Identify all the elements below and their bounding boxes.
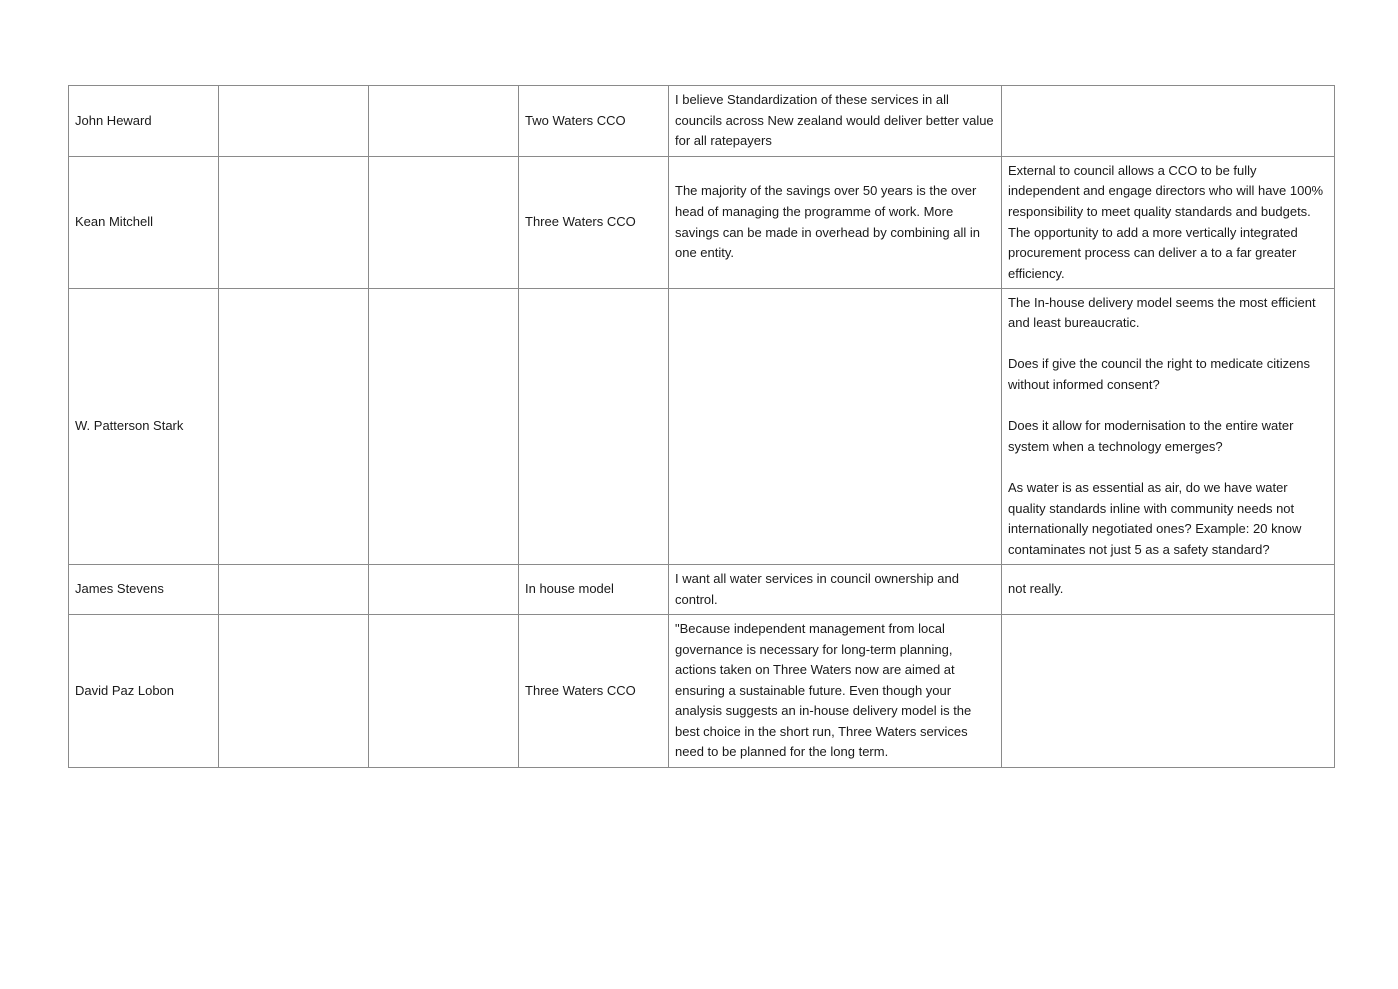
empty-cell	[219, 86, 369, 157]
comment-paragraph: The In-house delivery model seems the most efficient and least bureaucratic.	[1008, 294, 1316, 331]
preferred-option-cell: In house model	[519, 565, 669, 615]
empty-cell	[219, 157, 369, 289]
table-row	[69, 289, 1335, 565]
comments-cell	[1002, 615, 1335, 768]
comments-cell	[1002, 157, 1335, 289]
submitter-name-cell: Kean Mitchell	[69, 157, 219, 289]
empty-cell	[369, 615, 519, 768]
submitter-name-cell: James Stevens	[69, 565, 219, 615]
preferred-option-cell: Two Waters CCO	[519, 86, 669, 157]
empty-cell	[219, 289, 369, 565]
comment-paragraph: Does it allow for modernisation to the entire water system when a technology emerges?	[1008, 418, 1294, 454]
reason-cell: "Because independent management from local governance is necessary for long-term planning, actions taken on Three Waters now are aimed at ensuring a sustainable future. Even though your analysis suggests an in-house delivery model is the best choice in the short run, Three Waters services need to be planned for the long term.	[669, 615, 1002, 768]
comments-cell	[1002, 86, 1335, 157]
table-row	[69, 157, 1335, 289]
preferred-option-cell: Three Waters CCO	[519, 615, 669, 768]
table-row	[69, 86, 1335, 157]
preferred-option-cell	[519, 289, 669, 565]
reason-cell	[669, 289, 1002, 565]
comment-paragraph: Does if give the council the right to medicate citizens without informed consent?	[1008, 356, 1311, 393]
empty-cell	[219, 615, 369, 768]
reason-cell: The majority of the savings over 50 years is the over head of managing the programme of work. More savings can be made in overhead by combining all in one entity.	[669, 157, 1002, 289]
empty-cell	[369, 289, 519, 565]
comment-paragraph: As water is as essential as air, do we have water quality standards inline with community needs not internationally negotiated ones? Example: 20 know contaminates not just 5 as a safety standard?	[1008, 479, 1302, 557]
empty-cell	[369, 86, 519, 157]
submitter-name-cell: David Paz Lobon	[69, 615, 219, 768]
empty-cell	[369, 565, 519, 615]
submitter-name-cell: W. Patterson Stark	[69, 289, 219, 565]
comment-paragraph: not really.	[1008, 581, 1064, 597]
submissions-table	[68, 85, 1335, 768]
preferred-option-cell: Three Waters CCO	[519, 157, 669, 289]
table-row	[69, 565, 1335, 615]
table-row	[69, 615, 1335, 768]
empty-cell	[219, 565, 369, 615]
reason-cell: I want all water services in council ownership and control.	[669, 565, 1002, 615]
reason-cell: I believe Standardization of these services in all councils across New zealand would deliver better value for all ratepayers	[669, 86, 1002, 157]
comments-cell	[1002, 565, 1335, 615]
empty-cell	[369, 157, 519, 289]
submitter-name-cell: John Heward	[69, 86, 219, 157]
comments-cell	[1002, 289, 1335, 565]
comment-paragraph: External to council allows a CCO to be fully independent and engage directors who will have 100% responsibility to meet quality standards and budgets. The opportunity to add a more vertically integrated procurement process can deliver a to a far greater efficiency.	[1008, 162, 1324, 281]
